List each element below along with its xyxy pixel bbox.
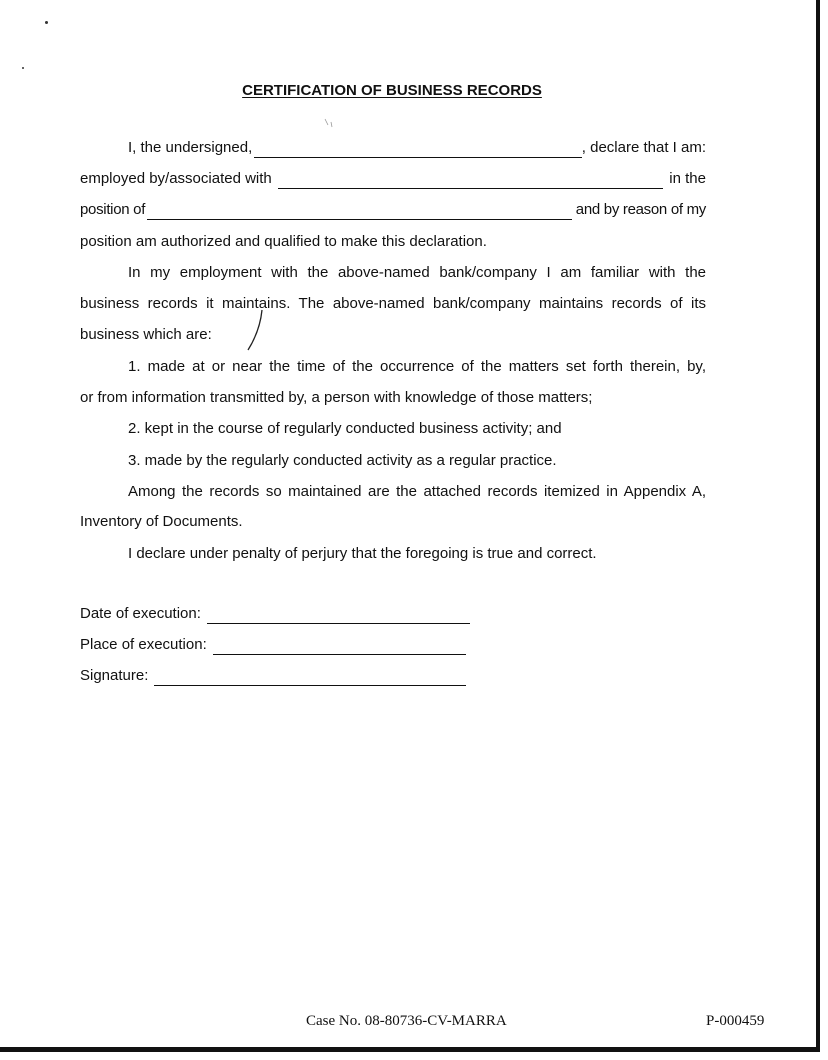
in-the-label: in the xyxy=(669,170,706,187)
undersigned-line xyxy=(80,138,706,158)
declare-label: , declare that I am: xyxy=(581,139,706,156)
employment-text-line-1: In my employment with the above-named bank/company I am familiar with the xyxy=(128,264,706,281)
document-title: CERTIFICATION OF BUSINESS RECORDS xyxy=(242,82,542,99)
scan-speck xyxy=(22,67,24,69)
item-1-line-1: 1. made at or near the time of the occurrence of the matters set forth therein, by, xyxy=(128,358,706,375)
employment-text-line-2: business records it maintains. The above-named bank/company maintains records of its xyxy=(80,295,706,312)
position-line xyxy=(80,200,706,220)
records-text-line-2: Inventory of Documents. xyxy=(80,513,243,530)
place-of-execution-label: Place of execution: xyxy=(80,636,207,653)
place-of-execution-line xyxy=(80,635,466,655)
pen-mark-icon xyxy=(244,308,268,354)
reason-label: and by reason of my xyxy=(575,201,706,218)
date-of-execution-field[interactable] xyxy=(207,608,470,624)
signature-label: Signature: xyxy=(80,667,149,684)
page-identifier: P-000459 xyxy=(706,1013,765,1029)
employment-text-line-3: business which are: xyxy=(80,326,212,343)
undersigned-label: I, the undersigned, xyxy=(128,139,253,156)
employer-label: employed by/associated with xyxy=(80,170,272,187)
authorization-text: position am authorized and qualified to make this declaration. xyxy=(80,233,487,250)
position-label: position of xyxy=(80,201,146,218)
perjury-declaration: I declare under penalty of perjury that the foregoing is true and correct. xyxy=(128,545,597,562)
undersigned-name-field[interactable] xyxy=(254,142,582,158)
place-of-execution-field[interactable] xyxy=(213,639,466,655)
date-of-execution-line xyxy=(80,604,470,624)
employer-field[interactable] xyxy=(278,173,664,189)
employer-line xyxy=(80,169,706,189)
item-1-line-2: or from information transmitted by, a person with knowledge of those matters; xyxy=(80,389,593,406)
item-2: 2. kept in the course of regularly conducted business activity; and xyxy=(128,420,562,437)
signature-field[interactable] xyxy=(154,670,466,686)
scan-speck xyxy=(45,21,48,24)
case-number: Case No. 08-80736-CV-MARRA xyxy=(306,1013,507,1029)
date-of-execution-label: Date of execution: xyxy=(80,605,201,622)
scan-artifact-icon xyxy=(322,117,336,131)
item-3: 3. made by the regularly conducted activity as a regular practice. xyxy=(128,452,557,469)
records-text-line-1: Among the records so maintained are the attached records itemized in Appendix A, xyxy=(128,483,706,500)
signature-line xyxy=(80,666,466,686)
position-field[interactable] xyxy=(147,204,572,220)
